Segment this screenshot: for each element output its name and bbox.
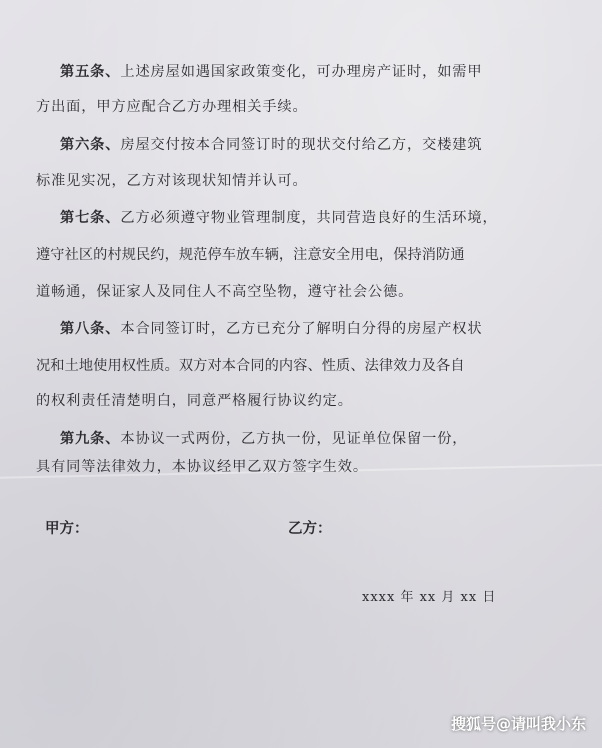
clause-8-line-3: 的权利责任清楚明白，同意严格履行协议约定。 — [36, 393, 353, 409]
clause-6-label: 第六条、 — [60, 137, 121, 153]
party-a-signature-label: 甲方： — [45, 520, 89, 537]
clause-7-line-1: 第七条、乙方必须遵守物业管理制度，共同营造良好的生活环境， — [60, 210, 498, 226]
clause-7-label: 第七条、 — [60, 210, 121, 226]
clause-5-line-1: 第五条、上述房屋如遇国家政策变化，可办理房产证时，如需甲 — [60, 64, 483, 80]
clause-6-line-2: 标准见实况，乙方对该现状知情并认可。 — [36, 173, 308, 189]
clause-6-line-1: 第六条、房屋交付按本合同签订时的现状交付给乙方，交楼建筑 — [60, 137, 483, 153]
clause-7-line-2: 遵守社区的村规民约，规范停车放车辆，注意安全用电，保持消防通 — [36, 247, 465, 263]
party-b-signature-label: 乙方： — [288, 520, 332, 537]
clause-5-line-2: 方出面，甲方应配合乙方办理相关手续。 — [36, 99, 308, 115]
clause-8-line-2: 况和土地使用权性质。双方对本合同的内容、性质、法律效力及各自 — [36, 358, 465, 374]
signing-date: xxxx 年 xx 月 xx 日 — [362, 590, 497, 605]
clause-7-line-3: 道畅通，保证家人及同住人不高空坠物，遵守社会公德。 — [36, 284, 414, 300]
clause-9-line-2: 具有同等法律效力，本协议经甲乙双方签字生效。 — [36, 459, 368, 475]
source-watermark: 搜狐号@请叫我小东 — [450, 715, 586, 733]
clause-9-line-1: 第九条、本协议一式两份，乙方执一份，见证单位保留一份， — [60, 431, 468, 447]
clause-8-line-1: 第八条、本合同签订时，乙方已充分了解明白分得的房屋产权状 — [60, 321, 483, 337]
clause-9-label: 第九条、 — [60, 431, 121, 447]
clause-8-label: 第八条、 — [60, 321, 121, 337]
clause-5-label: 第五条、 — [60, 64, 121, 80]
